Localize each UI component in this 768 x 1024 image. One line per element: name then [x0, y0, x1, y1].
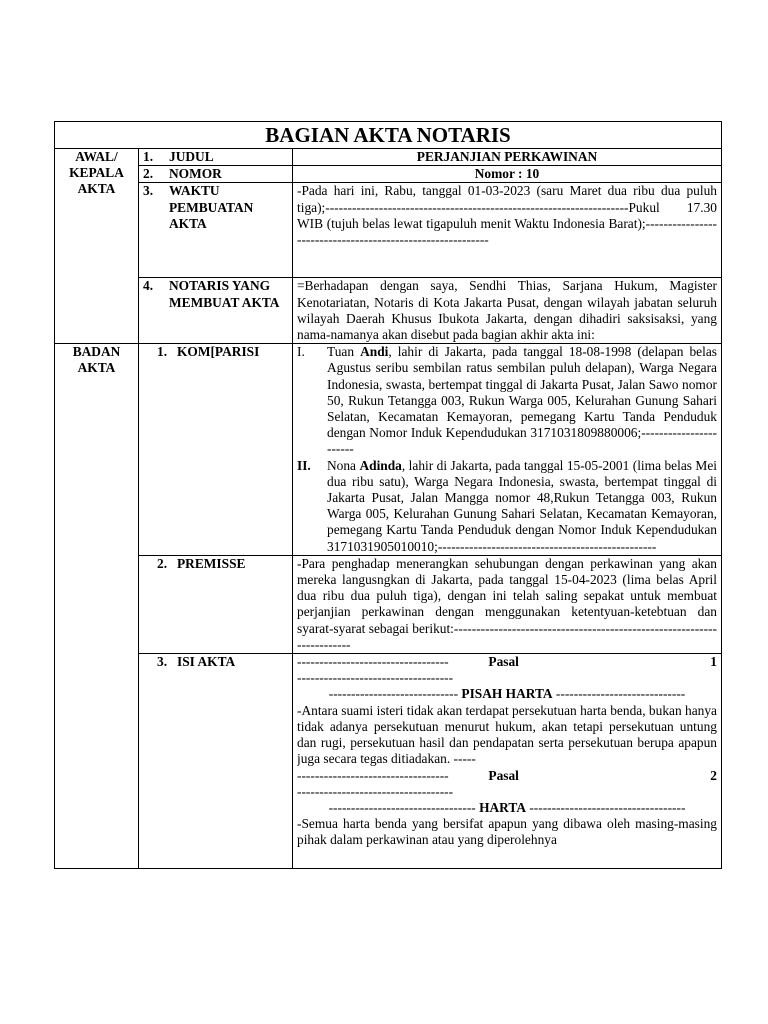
- row-isi-akta: [55, 654, 722, 869]
- item-waktu: 3. WAKTU PEMBUATAN AKTA: [139, 183, 293, 278]
- row-notaris: [55, 278, 722, 344]
- pasal-1-dashes: -----------------------------------: [297, 670, 454, 686]
- pasal-1-header: ---------------------------------- Pasal 1: [297, 654, 717, 670]
- pasal-1-text: -Antara suami isteri tidak akan terdapat persekutuan harta benda, bukan hanya tidak adanya persekutuan menurut hukum, akan tetapi persekutuan untung dan rugi, persekutuan hasil dan pendapatan serta persekutuan berupa apapun juga secara tegas ditiadakan. -----: [297, 702, 717, 767]
- item-nomor: 2. NOMOR: [139, 166, 293, 183]
- item-premisse: 2. PREMISSE: [139, 555, 293, 653]
- heading-pisah-harta: ----------------------------- PISAH HARTA -----------------------------: [328, 686, 686, 702]
- row-komparisi: [55, 344, 722, 556]
- value-premisse: -Para penghadap menerangkan sehubungan dengan perkawinan yang akan mereka langusngkan di Jakarta, pada tanggal 15-04-2023 (lima belas April dua ribu dua puluh tiga), dengan ini telah saling sepakat untuk membuat perjanjian perkawinan dengan menggunakan ketentyuan-ketebtuan dan syarat-syarat sebagai berikut:-----------------------------------------------------------------------: [293, 555, 722, 653]
- pasal-2-text: -Semua harta benda yang bersifat apapun yang dibawa oleh masing-masing pihak dalam perkawinan atau yang diperolehnya: [297, 816, 717, 848]
- value-notaris: =Berhadapan dengan saya, Sendhi Thias, Sarjana Hukum, Magister Kenotariatan, Notaris di Kota Jakarta Pusat, dengan wilayah jabatan seluruh wilayah Daerah Khusus Ibukota Jakarta, dengan dihadiri saksisaksi, yang nama-namanya akan disebut pada bagian akhir akta ini:: [293, 278, 722, 344]
- value-isi-akta: [293, 654, 722, 869]
- row-waktu: [55, 183, 722, 278]
- section-awal-label: AWAL/ KEPALA AKTA: [55, 149, 139, 344]
- item-notaris: 4. NOTARIS YANG MEMBUAT AKTA: [139, 278, 293, 344]
- row-nomor: [55, 166, 722, 183]
- section-badan-label: BADAN AKTA: [55, 344, 139, 869]
- item-komparisi: 1. KOM[PARISI: [139, 344, 293, 556]
- value-komparisi: [293, 344, 722, 556]
- value-nomor: Nomor : 10: [293, 166, 722, 183]
- heading-harta: --------------------------------- HARTA -----------------------------------: [328, 799, 686, 815]
- pasal-2-header: ---------------------------------- Pasal 2: [297, 767, 717, 783]
- value-judul: PERJANJIAN PERKAWINAN: [293, 149, 722, 166]
- akta-table: [54, 121, 722, 869]
- row-premisse: [55, 555, 722, 653]
- person-2-name: Adinda: [359, 457, 402, 473]
- person-1-name: Andi: [360, 344, 389, 360]
- row-judul: [55, 149, 722, 166]
- item-judul: 1. JUDUL: [139, 149, 293, 166]
- person-1: I. Tuan Andi, lahir di Jakarta, pada tanggal 18-08-1998 (delapan belas Agustus seribu sembilan ratus sembilan puluh delapan), Warga Negara Indonesia, swasta, bertempat tinggal di Jakarta Pusat, Jalan Sawo nomor 50, Rukun Tetangga 003, Rukun Warga 005, Kelurahan Gunung Sahari Selatan, Kecamatan Kemayoran, pemegang Kartu Tanda Penduduk dengan Nomor Induk Kependudukan 3171031809880006;-----------------------: [297, 344, 717, 457]
- document-title: BAGIAN AKTA NOTARIS: [55, 122, 722, 149]
- item-isi-akta: 3. ISI AKTA: [139, 654, 293, 869]
- person-2: II. Nona Adinda, lahir di Jakarta, pada tanggal 15-05-2001 (lima belas Mei dua ribu satu), Warga Negara Indonesia, swasta, bertempat tinggal di Jakarta Pusat, Jalan Mangga nomor 48,Rukun Tetangga 003, Rukun Warga 005, Kelurahan Gunung Sahari Selatan, Kecamatan Kemayoran, pemegang Kartu Tanda Penduduk dengan Nomor Induk Kependudukan 3171031905010010;-------------------------------------------------: [297, 457, 717, 554]
- pasal-2-dashes: -----------------------------------: [297, 783, 454, 799]
- title-row: [55, 122, 722, 149]
- value-waktu: -Pada hari ini, Rabu, tanggal 01-03-2023 (saru Maret dua ribu dua puluh tiga);--------------------------------------------------------------------Pukul 17.30 WIB (tujuh belas lewat tigapuluh menit Waktu Indonesia Barat);-----------------------------------------------------------: [293, 183, 722, 278]
